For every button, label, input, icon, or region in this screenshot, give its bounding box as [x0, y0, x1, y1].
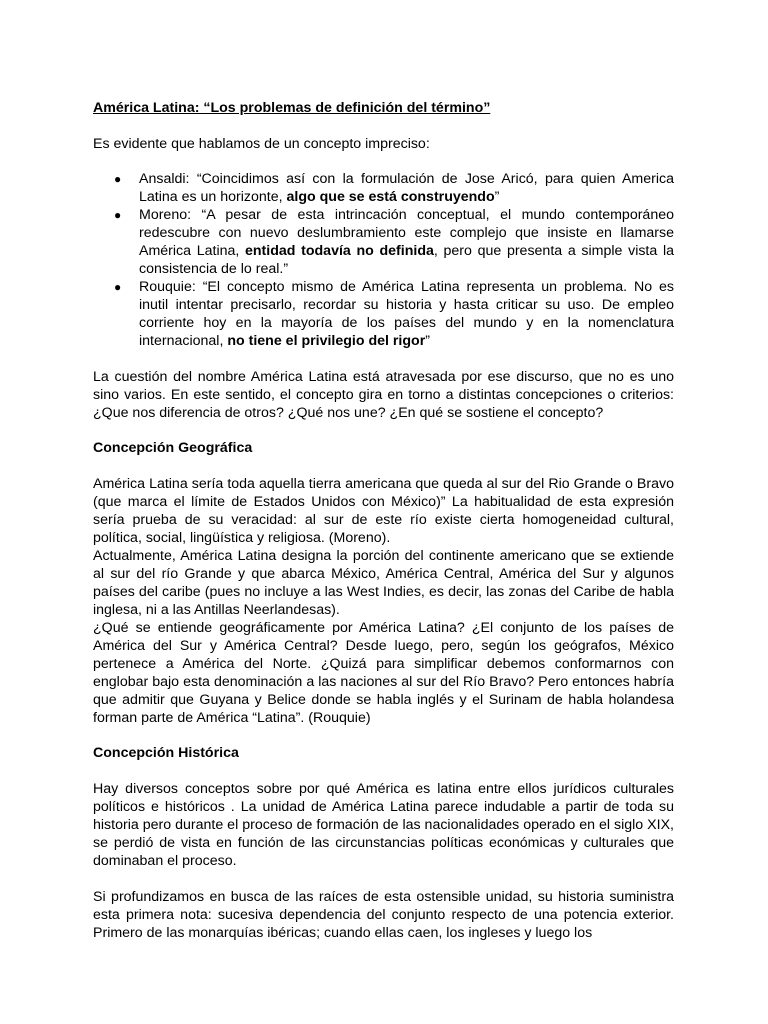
hist-paragraph-1: Hay diversos conceptos sobre por qué América es latina entre ellos jurídicos culturales políticos e históricos . La unidad de América Latina parece indudable a partir de toda su historia pero durante el proceso de formación de las nacionalidades operado en el siglo XIX, se perdió de vista en función de las circunstancias políticas económicas y culturales que dominaban el proceso.: [93, 781, 674, 869]
bullet-text-tail: ”: [425, 333, 430, 349]
document-title: América Latina: “Los problemas de definición del término”: [93, 100, 491, 116]
bullet-icon: ●: [114, 280, 122, 294]
bullet-text: [139, 278, 674, 350]
list-item: [93, 206, 674, 278]
hist-paragraph-2: Si profundizamos en busca de las raíces de esta ostensible unidad, su historia suministra esta primera nota: sucesiva dependencia del conjunto respecto de una potencia exterior. Primero de las monarquías ibéricas; cuando ellas caen, los ingleses y luego los: [93, 889, 674, 941]
bullet-text-bold: entidad todavía no definida: [245, 243, 434, 259]
quote-list: [93, 170, 674, 350]
bullet-text: [139, 206, 674, 278]
bullet-icon: ●: [114, 208, 122, 222]
geo-paragraph-1: América Latina sería toda aquella tierra americana que queda al sur del Rio Grande o Bravo (que marca el límite de Estados Unidos con México)” La habitualidad de esta expresión sería prueba de su veracidad: al sur de este río existe cierta homogeneidad cultural, política, social, lingüística y religiosa. (Moreno).: [93, 476, 674, 546]
bullet-icon: ●: [114, 172, 122, 186]
bullet-text: [139, 170, 674, 206]
geo-paragraph-2: Actualmente, América Latina designa la porción del continente americano que se extiende al sur del río Grande y que abarca México, América Central, América del Sur y algunos países del caribe (pues no incluye a las West Indies, es decir, las zonas del Caribe de habla inglesa, ni a las Antillas Neerlandesas).: [93, 548, 674, 618]
cuestion-paragraph: La cuestión del nombre América Latina está atravesada por ese discurso, que no es uno sino varios. En este sentido, el concepto gira en torno a distintas concepciones o criterios: ¿Que nos diferencia de otros? ¿Qué nos une? ¿En qué se sostiene el concepto?: [93, 369, 674, 421]
list-item: [93, 278, 674, 350]
document-page: [93, 99, 674, 942]
section-heading-geografica: Concepción Geográfica: [93, 440, 253, 456]
bullet-text-tail: , pero que presenta a simple vista la consistencia de lo real.”: [139, 243, 674, 277]
bullet-text-bold: algo que se está construyendo: [286, 189, 495, 205]
intro-paragraph: Es evidente que hablamos de un concepto impreciso:: [93, 136, 430, 152]
section-heading-historica: Concepción Histórica: [93, 745, 239, 761]
bullet-text-plain: Rouquie: “El concepto mismo de América Latina representa un problema. No es inutil intentar precisarlo, recordar su historia y hasta criticar su uso. De empleo corriente hoy en la mayoría de los países del mundo y en la nomenclatura internacional,: [139, 279, 674, 349]
bullet-text-bold: no tiene el privilegio del rigor: [227, 333, 426, 349]
list-item: [93, 170, 674, 206]
bullet-text-tail: ”: [494, 189, 500, 205]
geo-paragraph-3: ¿Qué se entiende geográficamente por América Latina? ¿El conjunto de los países de América del Sur y América Central? Desde luego, pero, según los geógrafos, México pertenece a América del Norte. ¿Quizá para simplificar debemos conformarnos con englobar bajo esta denominación a las naciones al sur del Río Bravo? Pero entonces habría que admitir que Guyana y Belice donde se habla inglés y el Surinam de habla holandesa forman parte de América “Latina”. (Rouquie): [93, 620, 674, 726]
bullet-text-plain: Moreno: “A pesar de esta intrincación conceptual, el mundo contemporáneo redescubre con nuevo deslumbramiento este complejo que insiste en llamarse América Latina,: [139, 207, 674, 259]
bullet-text-plain: Ansaldi: “Coincidimos así con la formulación de Jose Aricó, para quien America Latina es un horizonte,: [139, 171, 674, 205]
